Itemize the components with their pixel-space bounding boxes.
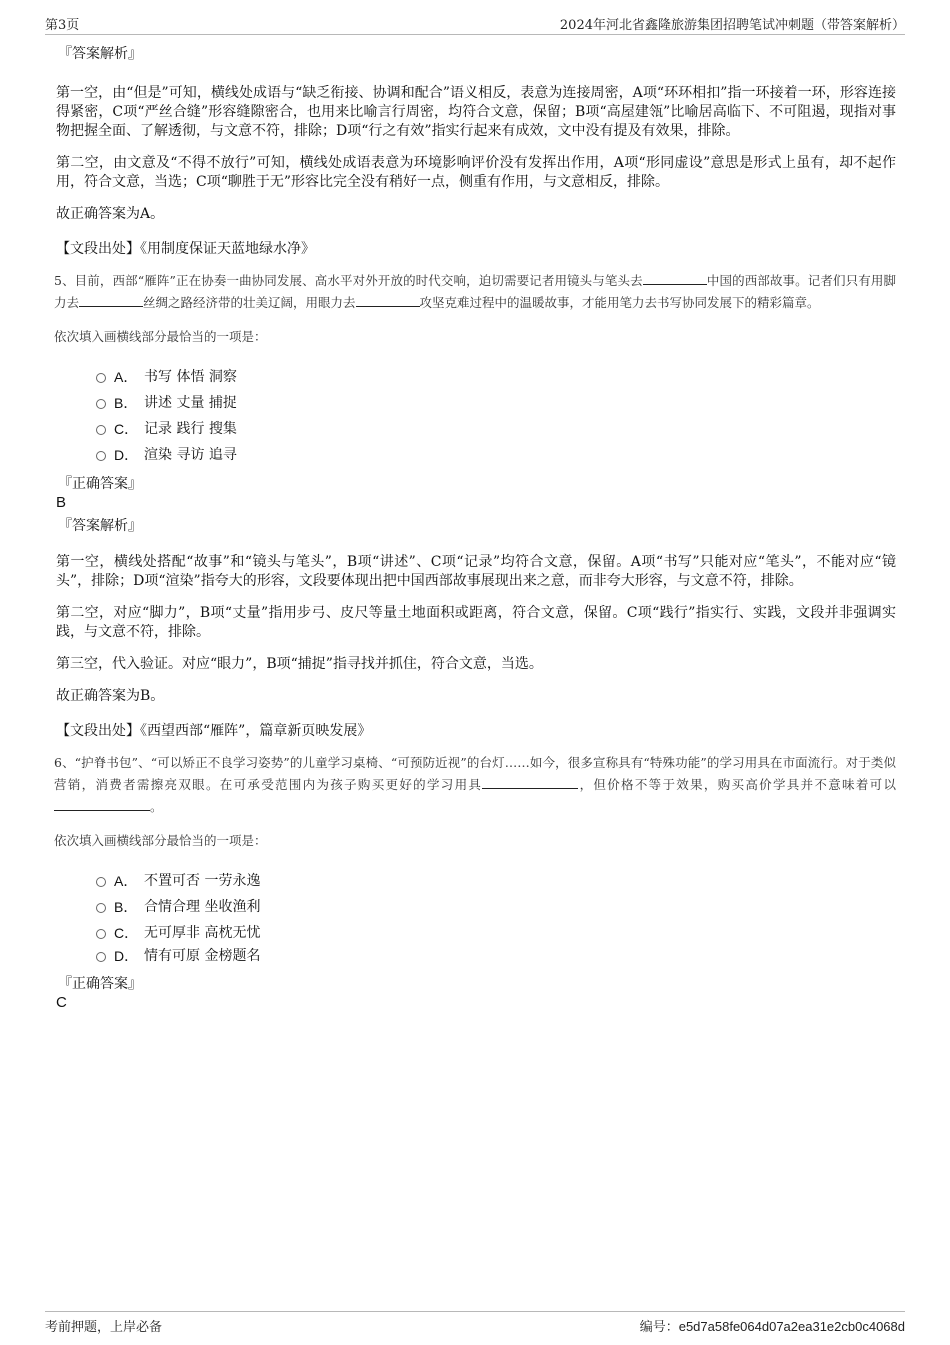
radio-button-icon[interactable]	[96, 877, 106, 887]
q6-options	[56, 868, 896, 966]
q4-conclusion: 故正确答案为A。	[56, 206, 165, 222]
page-footer	[45, 1311, 905, 1334]
correct-answer-label: 『正确答案』	[58, 976, 142, 992]
q5-option-c[interactable]: C． 记录 践行 搜集	[56, 416, 896, 442]
q5-answer: B	[56, 494, 67, 511]
radio-button-icon[interactable]	[96, 373, 106, 383]
q5-blank-1	[643, 270, 707, 285]
q6-blank-2	[54, 796, 150, 811]
q6-instruction: 依次填入画横线部分最恰当的一项是：	[54, 833, 267, 848]
q6-answer: C	[56, 994, 67, 1011]
q5-option-a[interactable]: A． 书写 体悟 洞察	[56, 364, 896, 390]
q4-source: 【文段出处】《用制度保证天蓝地绿水净》	[56, 241, 315, 257]
radio-button-icon[interactable]	[96, 903, 106, 913]
q6-option-d[interactable]: D． 情有可原 金榜题名	[56, 946, 896, 966]
q6-option-a[interactable]: A． 不置可否 一劳永逸	[56, 868, 896, 894]
q5-conclusion: 故正确答案为B。	[56, 688, 165, 704]
q5-instruction: 依次填入画横线部分最恰当的一项是：	[54, 329, 267, 344]
q5-blank-3	[356, 292, 420, 307]
radio-button-icon[interactable]	[96, 399, 106, 409]
radio-button-icon[interactable]	[96, 929, 106, 939]
q6-option-b[interactable]: B． 合情合理 坐收渔利	[56, 894, 896, 920]
correct-answer-label: 『正确答案』	[58, 476, 142, 492]
q6-blank-1	[482, 774, 578, 789]
q5-analysis-p1: 第一空，横线处搭配“故事”和“镜头与笔头”，B项“讲述”、C项“记录”均符合文意，保留。A项“书写”只能对应“笔头”，不能对应“镜头”，排除；D项“渲染”指夸大的形容，文段要体现出把中国西部故事展现出来之意，而非夸大形容，与文意不符，排除。	[56, 554, 896, 589]
radio-button-icon[interactable]	[96, 451, 106, 461]
q5-options	[56, 364, 896, 468]
analysis-label: 『答案解析』	[58, 518, 142, 534]
footer-slogan: 考前押题，上岸必备	[45, 1320, 163, 1335]
q5-blank-2	[79, 292, 143, 307]
q6-option-c[interactable]: C． 无可厚非 高枕无忧	[56, 920, 896, 946]
document-title: 2024年河北省鑫隆旅游集团招聘笔试冲刺题（带答案解析）	[559, 18, 905, 33]
page-header	[45, 14, 905, 35]
q6-stem: 6、“护脊书包”、“可以矫正不良学习姿势”的儿童学习桌椅、“可预防近视”的台灯……如今，很多宣称具有“特殊功能”的学习用具在市面流行。对于类似营销，消费者需擦亮双眼。在可承受范围内为孩子购买更好的学习用具 ，但价格不等于效果，购买高价学具并不意味着可以。	[54, 755, 896, 814]
page-content	[56, 44, 896, 1012]
analysis-label: 『答案解析』	[58, 46, 142, 62]
q5-stem: 5、目前，西部“雁阵”正在协奏一曲协同发展、高水平对外开放的时代交响，迫切需要记者用镜头与笔头去 中国的西部故事。记者们只有用脚力去 丝绸之路经济带的壮美辽阔，用眼力去 攻坚克难过程中的温暖故事，才能用笔力去书写协同发展下的精彩篇章。	[54, 270, 896, 314]
q4-analysis-p1: 第一空，由“但是”可知，横线处成语与“缺乏衔接、协调和配合”语义相反，表意为连接周密，A项“环环相扣”指一环接着一环，形容连接得紧密，C项“严丝合缝”形容缝隙密合，也用来比喻言行周密，均符合文意，保留；B项“高屋建瓴”比喻居高临下、不可阻遏，现指对事物把握全面、了解透彻，与文意不符，排除；D项“行之有效”指实行起来有成效，文中没有提及有效果，排除。	[56, 85, 896, 139]
radio-button-icon[interactable]	[96, 425, 106, 435]
document-serial: 编号：e5d7a58fe064d07a2ea31e2cb0c4068d	[639, 1319, 905, 1335]
radio-button-icon[interactable]	[96, 952, 106, 962]
q4-analysis-p2: 第二空，由文意及“不得不放行”可知，横线处成语表意为环境影响评价没有发挥出作用，A项“形同虚设”意思是形式上虽有，却不起作用，符合文意，当选；C项“聊胜于无”形容比完全没有稍好一点，侧重有作用，与文意相反，排除。	[56, 155, 896, 190]
q5-analysis-p3: 第三空，代入验证。对应“眼力”，B项“捕捉”指寻找并抓住，符合文意，当选。	[56, 656, 543, 672]
q5-option-d[interactable]: D． 渲染 寻访 追寻	[56, 442, 896, 468]
q5-source: 【文段出处】《西望西部“雁阵”，篇章新页映发展》	[56, 723, 372, 739]
q5-option-b[interactable]: B． 讲述 丈量 捕捉	[56, 390, 896, 416]
page-number: 第3页	[45, 18, 80, 33]
q5-analysis-p2: 第二空，对应“脚力”，B项“丈量”指用步弓、皮尺等量土地面积或距离，符合文意，保留。C项“践行”指实行、实践，文段并非强调实践，与文意不符，排除。	[56, 605, 896, 640]
